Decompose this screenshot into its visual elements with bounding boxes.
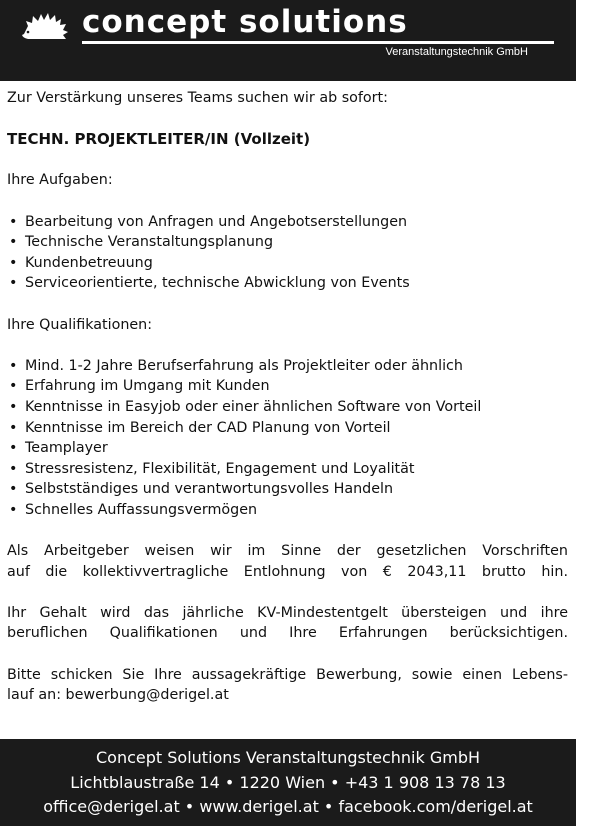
list-item: • Erfahrung im Umgang mit Kunden <box>7 376 568 397</box>
list-item: • Kenntnisse im Bereich der CAD Planung von Vorteil <box>7 418 568 439</box>
brand-name: concept solutions <box>82 4 408 40</box>
list-item: • Serviceorientierte, technische Abwicklung von Events <box>7 273 568 294</box>
list-item: • Technische Veranstaltungsplanung <box>7 232 568 253</box>
list-item: • Schnelles Auffassungsvermögen <box>7 500 568 521</box>
tasks-heading: Ihre Aufgaben: <box>7 172 113 189</box>
footer-address: Lichtblaustraße 14 • 1220 Wien • +43 1 908 13 78 13 <box>70 772 506 792</box>
application-text-line: lauf an: bewerbung@derigel.at <box>7 687 229 704</box>
application-text-line: Bitte schicken Sie Ihre aussagekräftige Bewerbung, sowie einen Lebens- <box>7 666 568 683</box>
footer-banner <box>0 739 576 826</box>
list-item: • Bearbeitung von Anfragen und Angebotserstellungen <box>7 212 568 233</box>
list-item: • Kundenbetreuung <box>7 253 568 274</box>
brand-subtitle: Veranstaltungstechnik GmbH <box>385 46 528 58</box>
salary-paragraph-line: auf die kollektivvertragliche Entlohnung von € 2043,11 brutto hin. <box>7 563 568 580</box>
brand-underline <box>82 41 554 44</box>
job-posting-body <box>7 88 568 706</box>
salary-paragraph-line: Als Arbeitgeber weisen wir im Sinne der gesetzlichen Vorschriften <box>7 543 568 560</box>
list-item: • Stressresistenz, Flexibilität, Engagement und Loyalität <box>7 459 568 480</box>
intro-text: Zur Verstärkung unseres Teams suchen wir ab sofort: <box>7 90 388 106</box>
hedgehog-icon <box>20 12 70 44</box>
list-item: • Teamplayer <box>7 438 568 459</box>
list-item: • Selbstständiges und verantwortungsvolles Handeln <box>7 479 568 500</box>
salary-note-line: beruflichen Qualifikationen und Ihre Erfahrungen berücksichtigen. <box>7 625 568 642</box>
header-banner <box>0 0 576 81</box>
job-title: TECHN. PROJEKTLEITER/IN (Vollzeit) <box>7 130 311 149</box>
salary-note-line: Ihr Gehalt wird das jährliche KV-Mindestentgelt übersteigen und ihre <box>7 604 568 621</box>
footer-company: Concept Solutions Veranstaltungstechnik GmbH <box>96 748 480 767</box>
footer-contacts: office@derigel.at • www.derigel.at • facebook.com/derigel.at <box>43 797 533 816</box>
qualifications-list <box>7 356 568 521</box>
tasks-list <box>7 212 568 294</box>
qualifications-heading: Ihre Qualifikationen: <box>7 316 153 333</box>
list-item: • Kenntnisse in Easyjob oder einer ähnlichen Software von Vorteil <box>7 397 568 418</box>
list-item: • Mind. 1-2 Jahre Berufserfahrung als Projektleiter oder ähnlich <box>7 356 568 377</box>
